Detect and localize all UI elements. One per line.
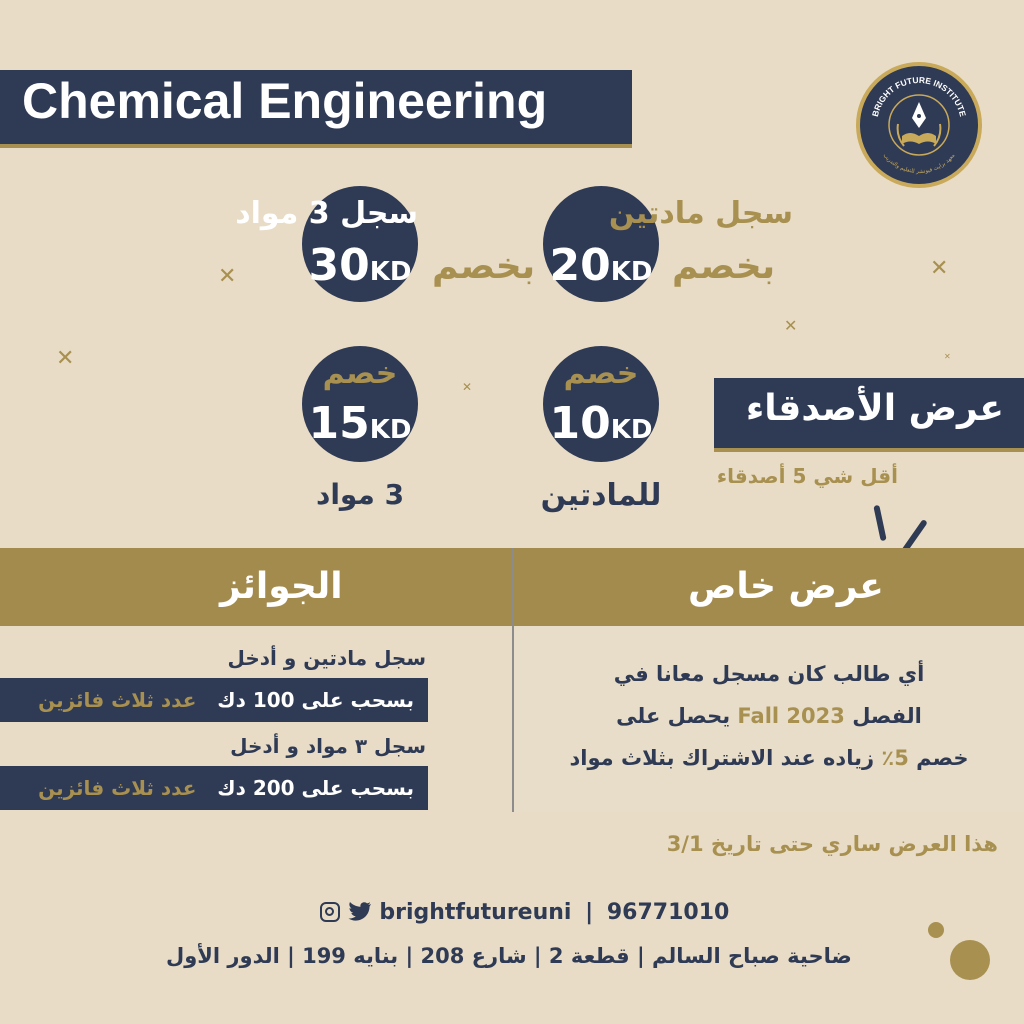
contact-line: brightfutureuni | 96771010 [320,900,729,928]
three-subjects-price-value: 30 [308,240,370,291]
friends-two-currency: KD [610,415,653,445]
prize-1-register: سجل مادتين و أدخل [227,646,426,670]
special-line-3 [514,746,1024,770]
friends-three-label: خصم [322,356,398,391]
friends-three-currency: KD [369,415,412,445]
friends-two-caption: للمادتين [540,478,662,513]
logo-bottom-text: معهد برايت فيوتشر للتعليم والتدريب [881,152,957,176]
friends-three-caption: 3 مواد [315,478,405,511]
special-offer-heading: عرض خاص [688,566,884,607]
decor-dot-icon [928,922,944,938]
two-subjects-currency: KD [610,257,653,287]
prize-2-register: سجل ٣ مواد و أدخل [230,734,426,758]
three-subjects-price [302,240,418,291]
address-line: ضاحية صباح السالم | قطعة 2 | شارع 208 | بنايه 199 | الدور الأول [166,944,852,968]
prize-1-draw: بسحب على 100 دك [217,688,414,712]
institute-logo [856,62,982,188]
twitter-icon[interactable] [348,902,372,928]
decor-x-icon: ✕ [784,316,798,335]
two-subjects-price-value: 20 [549,240,611,291]
logo-emblem-icon [860,66,978,184]
friends-two-price-value: 10 [549,398,611,449]
instagram-icon[interactable] [320,902,340,922]
friends-three-price [302,398,418,449]
special-percent-highlight: 5٪ [881,746,909,770]
three-subjects-discount-word: بخصم [432,246,536,287]
prize-2-winners: عدد ثلاث فائزين [38,776,197,800]
decor-x-icon: ✕ [930,256,949,281]
prizes-heading: الجوائز [220,566,343,607]
burst-line-icon [873,505,886,541]
prize-2-line [14,776,414,800]
three-subjects-register-text: سجل 3 مواد [235,196,418,231]
logo-top-text: BRIGHT FUTURE INSTITUTE [869,74,969,118]
friends-two-label: خصم [563,356,639,391]
prize-2-draw: بسحب على 200 دك [217,776,414,800]
special-line-3a: خصم [916,746,969,770]
special-semester-highlight: Fall 2023 [737,704,845,728]
friends-offer-title: عرض الأصدقاء [745,388,1004,429]
decor-x-icon: ✕ [462,380,473,394]
prize-1-line [14,688,414,712]
two-subjects-price [543,240,659,291]
special-line-2a: الفصل [852,704,922,728]
special-line-2 [514,704,1024,728]
phone-number[interactable]: 96771010 [606,900,730,925]
validity-note: هذا العرض ساري حتى تاريخ 3/1 [666,832,998,856]
friends-two-price [543,398,659,449]
two-subjects-discount-word: بخصم [672,246,776,287]
friends-offer-subtitle: أقل شي 5 أصدقاء [716,464,898,488]
special-line-2b: يحصل على [616,704,731,728]
special-line-3b: زياده عند الاشتراك بثلاث مواد [569,746,875,770]
prize-1-winners: عدد ثلاث فائزين [38,688,197,712]
social-handle[interactable]: brightfutureuni [379,900,572,925]
two-subjects-register-text: سجل مادتين [608,196,793,231]
decor-x-icon: ✕ [56,346,75,371]
decor-dot-icon [950,940,990,980]
decor-x-icon: ✕ [944,352,951,361]
special-line-1: أي طالب كان مسجل معانا في [613,662,925,686]
page-title: Chemical Engineering [22,73,548,129]
friends-three-price-value: 15 [308,398,370,449]
three-subjects-currency: KD [369,257,412,287]
decor-x-icon: ✕ [218,264,237,289]
svg-text:معهد برايت فيوتشر للتعليم والت [882,153,957,175]
